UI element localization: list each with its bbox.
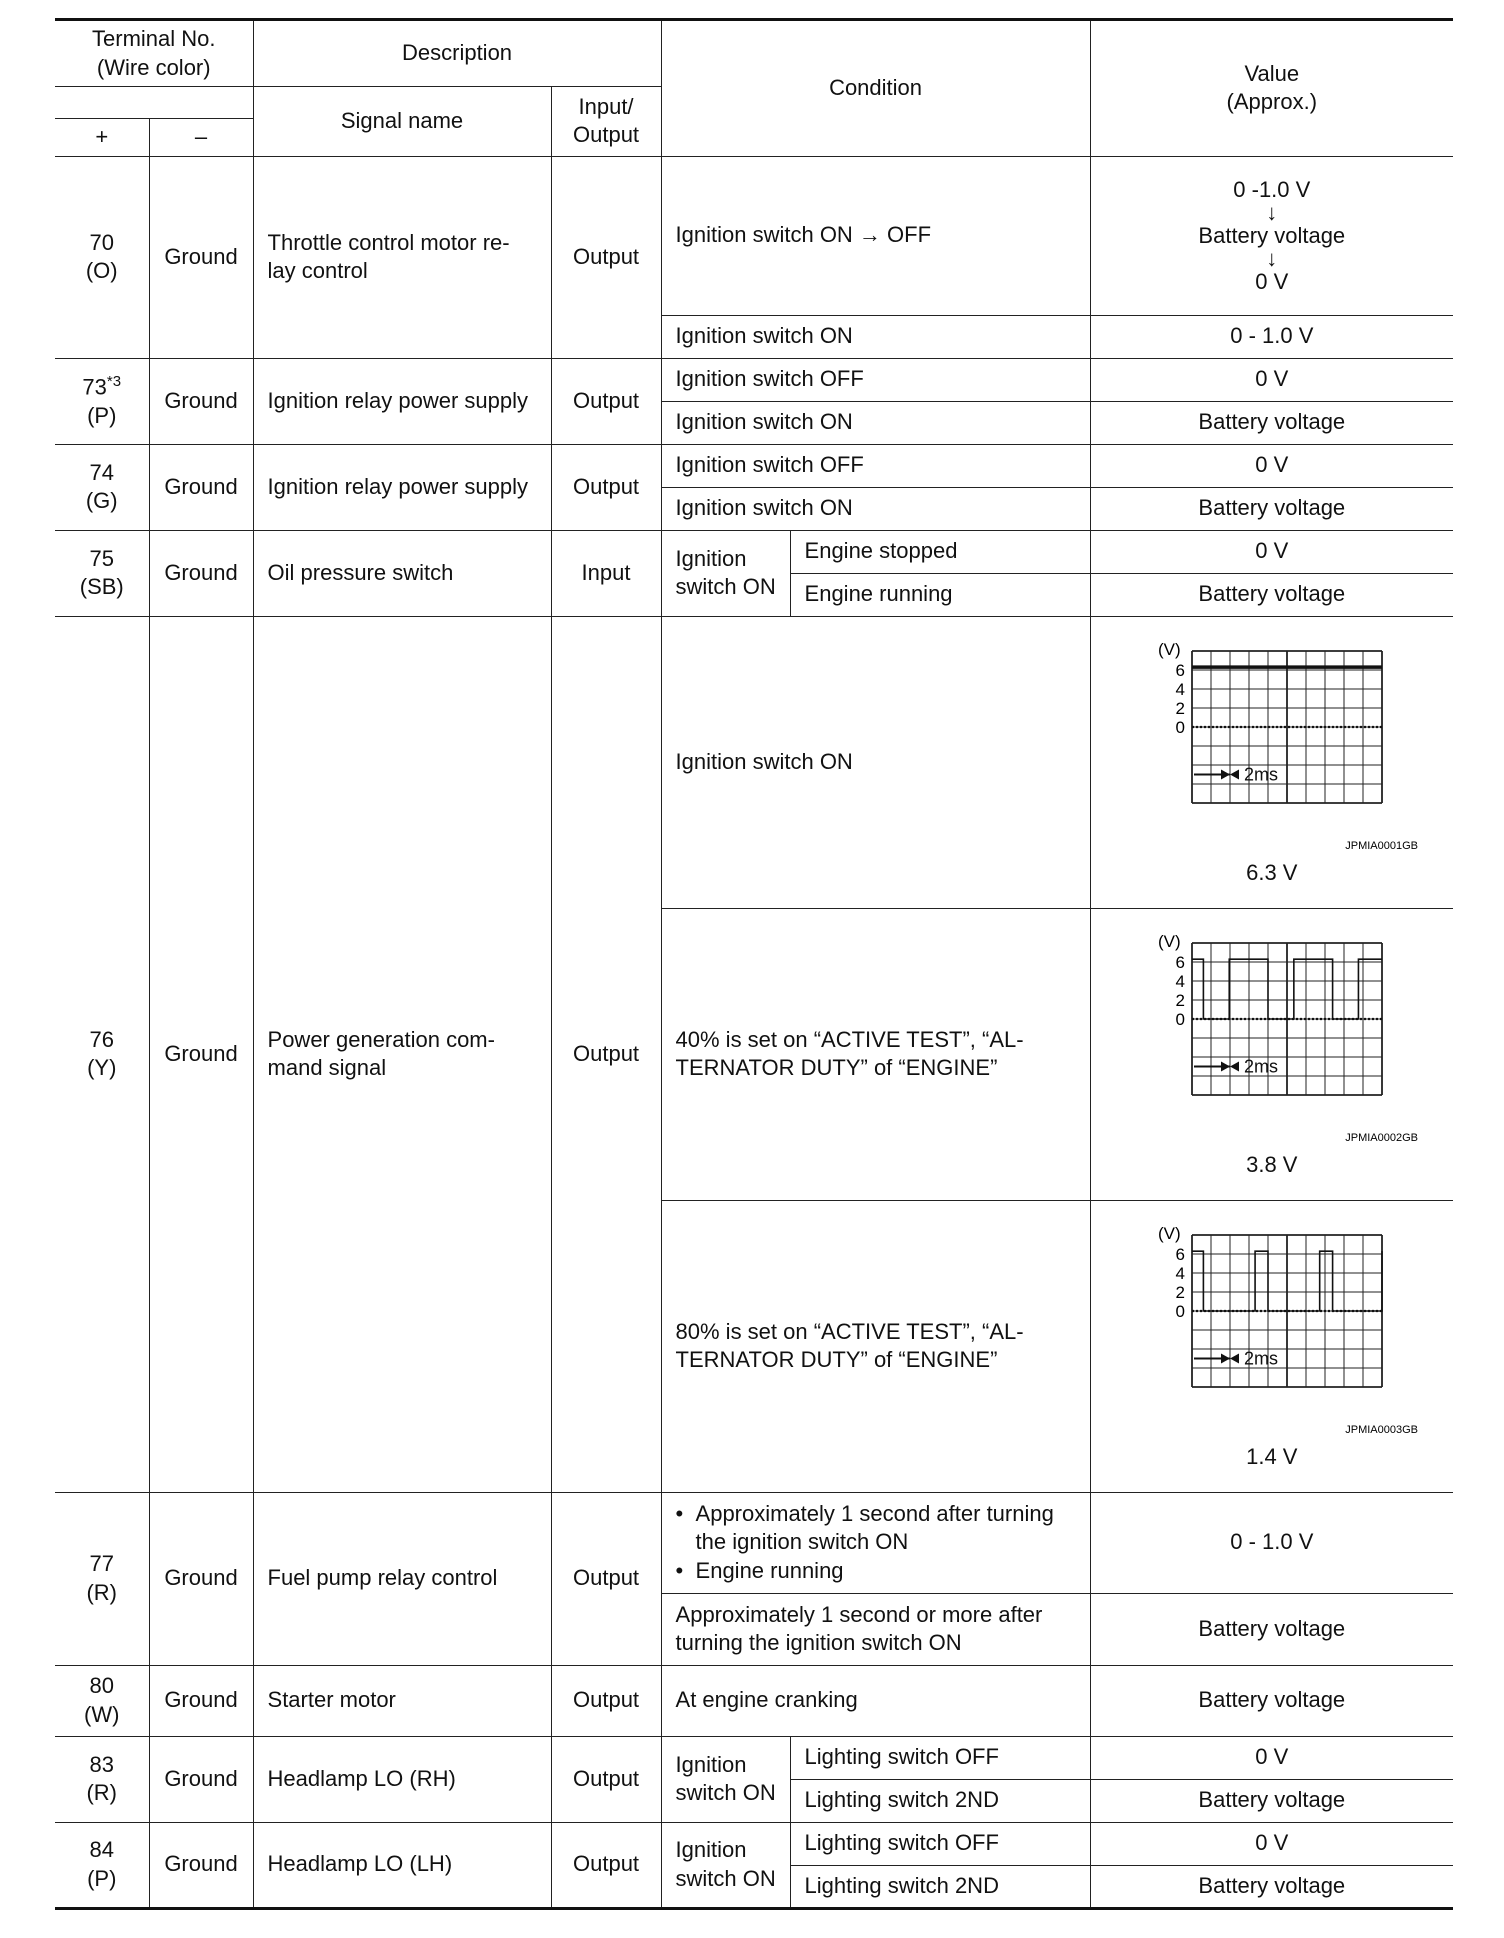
signal-name: Ignition relay power supply [253, 358, 551, 444]
condition: Ignition switch ON [661, 487, 1090, 530]
value: Battery voltage [1090, 487, 1453, 530]
signal-name: Throttle control motor re- lay control [253, 156, 551, 358]
header-description: Description [253, 20, 661, 87]
table-row [55, 358, 1453, 401]
waveform-chart [1122, 637, 1422, 857]
header-input-output: Input/ Output [551, 87, 661, 157]
condition: Lighting switch 2ND [790, 1779, 1090, 1822]
header-minus: – [149, 119, 253, 157]
tick-label: 2 [1175, 990, 1185, 1010]
scale-arrow [1221, 1353, 1230, 1363]
value [1090, 908, 1453, 1200]
terminal-plus: 73$^{*3}$ (P) [55, 358, 149, 444]
value: 0 -1.0 V ↓ Battery voltage ↓ 0 V [1090, 156, 1453, 315]
scale-arrow [1221, 1061, 1230, 1071]
scale-label: 2ms [1243, 1056, 1278, 1077]
terminal-minus: Ground [149, 1736, 253, 1822]
signal-name: Fuel pump relay control [253, 1492, 551, 1665]
value: 0 - 1.0 V [1090, 1492, 1453, 1593]
value: Battery voltage [1090, 1593, 1453, 1665]
input-output: Output [551, 358, 661, 444]
input-output: Input [551, 530, 661, 616]
table-row [55, 1492, 1453, 1593]
tick-label: 6 [1175, 660, 1185, 680]
scale-label: 2ms [1243, 1348, 1278, 1369]
figure-ref-code: JPMIA0002GB [1345, 1131, 1418, 1144]
input-output: Output [551, 1822, 661, 1908]
condition: Ignition switch OFF [661, 358, 1090, 401]
condition: 80% is set on “ACTIVE TEST”, “AL- TERNATOR DUTY” of “ENGINE” [661, 1200, 1090, 1492]
header-plus: + [55, 119, 149, 157]
value: Battery voltage [1090, 573, 1453, 616]
terminal-plus: 74 (G) [55, 444, 149, 530]
table-row [55, 530, 1453, 573]
condition: Ignition switch ON [661, 401, 1090, 444]
signal-name: Starter motor [253, 1665, 551, 1736]
terminal-plus: 76 (Y) [55, 616, 149, 1492]
table-row [55, 444, 1453, 487]
value: 0 V [1090, 358, 1453, 401]
tick-label: 4 [1175, 1263, 1185, 1283]
condition: Ignition switch ON [661, 616, 1090, 908]
signal-name: Power generation com- mand signal [253, 616, 551, 1492]
terminal-minus: Ground [149, 616, 253, 1492]
tick-label: 0 [1175, 717, 1185, 737]
table-row [55, 1665, 1453, 1736]
terminal-minus: Ground [149, 444, 253, 530]
input-output: Output [551, 444, 661, 530]
header-signal-name: Signal name [253, 87, 551, 157]
table-row [55, 1736, 1453, 1779]
condition: Lighting switch OFF [790, 1822, 1090, 1865]
condition [661, 1492, 1090, 1593]
table-row [55, 1822, 1453, 1865]
condition-group: Ignition switch ON [661, 1822, 790, 1908]
tick-label: 2 [1175, 1282, 1185, 1302]
signal-name: Headlamp LO (RH) [253, 1736, 551, 1822]
axis-unit: (V) [1157, 931, 1181, 951]
tick-label: 4 [1175, 679, 1185, 699]
input-output: Output [551, 156, 661, 358]
terminal-plus: 80 (W) [55, 1665, 149, 1736]
condition: Engine stopped [790, 530, 1090, 573]
terminal-minus: Ground [149, 156, 253, 358]
value: Battery voltage [1090, 1865, 1453, 1908]
condition: Ignition switch ON → OFF [661, 156, 1090, 315]
input-output: Output [551, 1736, 661, 1822]
terminal-plus: 84 (P) [55, 1822, 149, 1908]
figure-ref-code: JPMIA0003GB [1345, 1423, 1418, 1436]
tick-label: 4 [1175, 971, 1185, 991]
figure-ref-code: JPMIA0001GB [1345, 839, 1418, 852]
value: 0 V [1090, 1822, 1453, 1865]
value: 0 V [1090, 530, 1453, 573]
tick-label: 6 [1175, 1244, 1185, 1264]
tick-label: 0 [1175, 1301, 1185, 1321]
table-row [55, 616, 1453, 908]
input-output: Output [551, 616, 661, 1492]
table-row [55, 156, 1453, 315]
terminal-plus: 75 (SB) [55, 530, 149, 616]
scale-arrow [1230, 769, 1239, 779]
scale-arrow [1230, 1061, 1239, 1071]
waveform-chart [1122, 1221, 1422, 1441]
terminal-minus: Ground [149, 1665, 253, 1736]
value: Battery voltage [1090, 1665, 1453, 1736]
terminal-minus: Ground [149, 1492, 253, 1665]
signal-name: Ignition relay power supply [253, 444, 551, 530]
terminal-spec-table [55, 18, 1453, 1910]
scale-label: 2ms [1243, 764, 1278, 785]
value: Battery voltage [1090, 1779, 1453, 1822]
condition: Lighting switch 2ND [790, 1865, 1090, 1908]
scale-arrow [1221, 769, 1230, 779]
value: Battery voltage [1090, 401, 1453, 444]
tick-label: 6 [1175, 952, 1185, 972]
terminal-plus: 83 (R) [55, 1736, 149, 1822]
input-output: Output [551, 1492, 661, 1665]
header-value: Value (Approx.) [1090, 20, 1453, 157]
terminal-plus: 70 (O) [55, 156, 149, 358]
condition: At engine cranking [661, 1665, 1090, 1736]
waveform-chart [1122, 929, 1422, 1149]
condition: 40% is set on “ACTIVE TEST”, “AL- TERNATOR DUTY” of “ENGINE” [661, 908, 1090, 1200]
waveform-value: 6.3 V [1246, 859, 1298, 885]
condition-group: Ignition switch ON [661, 1736, 790, 1822]
value [1090, 616, 1453, 908]
terminal-plus: 77 (R) [55, 1492, 149, 1665]
condition: Approximately 1 second or more after turning the ignition switch ON [661, 1593, 1090, 1665]
list-item: • Approximately 1 second after turning the ignition switch ON [675, 1500, 1054, 1555]
terminal-minus: Ground [149, 530, 253, 616]
value: 0 V [1090, 444, 1453, 487]
terminal-minus: Ground [149, 1822, 253, 1908]
waveform-value: 1.4 V [1246, 1443, 1298, 1469]
input-output: Output [551, 1665, 661, 1736]
axis-unit: (V) [1157, 639, 1181, 659]
list-item: • Engine running [675, 1558, 844, 1584]
waveform-value: 3.8 V [1246, 1151, 1298, 1177]
value: 0 - 1.0 V [1090, 315, 1453, 358]
header-terminal-no: Terminal No. (Wire color) [55, 20, 253, 87]
signal-name: Oil pressure switch [253, 530, 551, 616]
scale-arrow [1230, 1353, 1239, 1363]
axis-unit: (V) [1157, 1223, 1181, 1243]
condition: Ignition switch OFF [661, 444, 1090, 487]
condition: Ignition switch ON [661, 315, 1090, 358]
signal-name: Headlamp LO (LH) [253, 1822, 551, 1908]
condition: Lighting switch OFF [790, 1736, 1090, 1779]
terminal-minus: Ground [149, 358, 253, 444]
tick-label: 2 [1175, 698, 1185, 718]
value [1090, 1200, 1453, 1492]
condition: Engine running [790, 573, 1090, 616]
header-condition: Condition [661, 20, 1090, 157]
value: 0 V [1090, 1736, 1453, 1779]
tick-label: 0 [1175, 1009, 1185, 1029]
condition-group: Ignition switch ON [661, 530, 790, 616]
